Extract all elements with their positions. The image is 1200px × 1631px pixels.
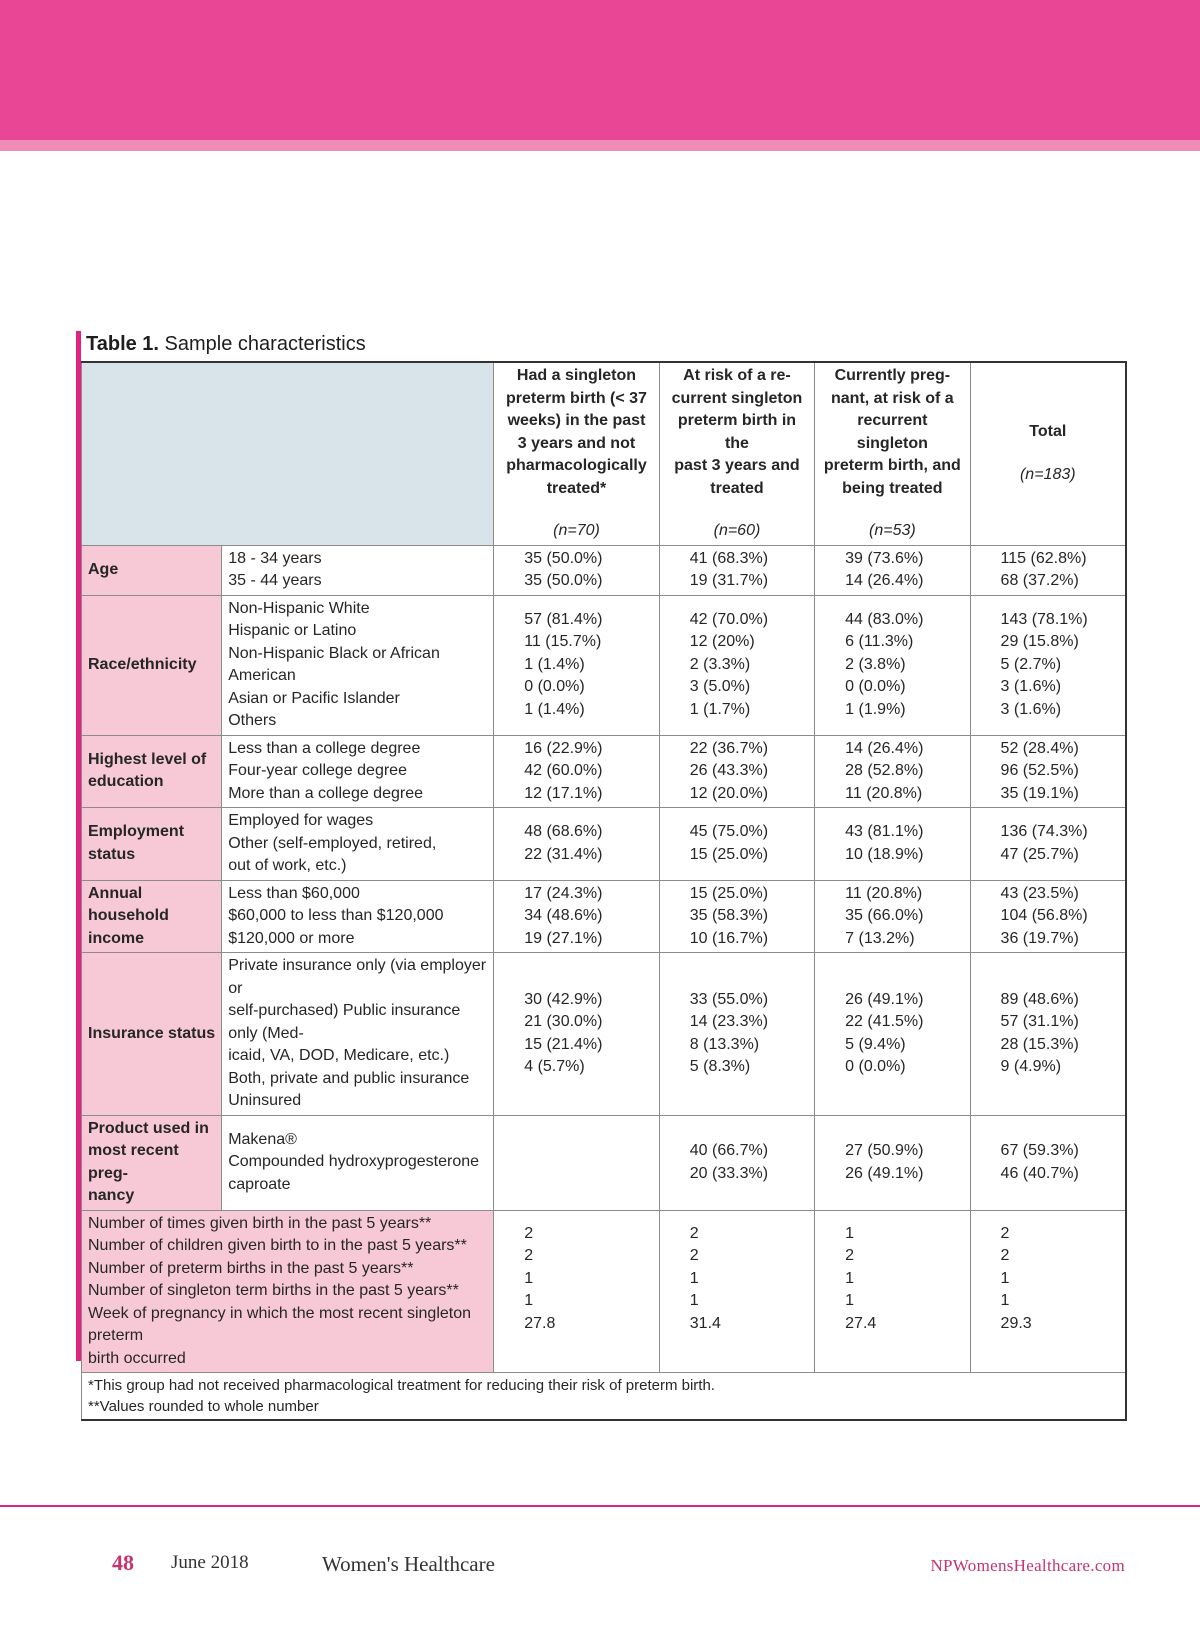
column-n: (n=70) bbox=[553, 522, 600, 539]
subcategory-label: More than a college degree bbox=[228, 784, 423, 802]
footnote: *This group had not received pharmacological treatment for reducing their risk of preterm birth. bbox=[88, 1377, 715, 1394]
column-header-line: treated* bbox=[546, 479, 607, 497]
value: 1 (1.9%) bbox=[845, 700, 906, 718]
value: 34 (48.6%) bbox=[524, 907, 603, 924]
column-header-line: recurrent singleton bbox=[856, 412, 928, 452]
value: 20 (33.3%) bbox=[689, 1164, 769, 1182]
column-header-line: Currently preg- bbox=[834, 367, 951, 384]
subcategory-label: icaid, VA, DOD, Medicare, etc.) bbox=[228, 1047, 450, 1064]
value: 17 (24.3%) bbox=[524, 884, 603, 902]
header-blank-cell bbox=[82, 362, 494, 545]
category-label: income bbox=[88, 929, 145, 947]
column-header-line: At risk of a re- bbox=[683, 367, 791, 384]
column-header-line: weeks) in the past bbox=[507, 412, 646, 429]
value-cell bbox=[494, 1115, 660, 1210]
category-label: Employment status bbox=[88, 823, 185, 863]
value-cell bbox=[494, 595, 660, 735]
value: 35 (19.1%) bbox=[1000, 784, 1079, 802]
stat-value: 29.3 bbox=[1000, 1314, 1032, 1332]
column-header bbox=[970, 362, 1126, 545]
stat-value-cell bbox=[815, 1210, 970, 1373]
value: 26 (49.1%) bbox=[845, 1164, 924, 1182]
value-cell bbox=[970, 595, 1126, 735]
value: 11 (20.8%) bbox=[845, 884, 923, 902]
subcategory-label: Asian or Pacific Islander bbox=[228, 689, 400, 707]
value: 40 (66.7%) bbox=[689, 1142, 769, 1159]
footnote: **Values rounded to whole number bbox=[88, 1398, 319, 1415]
subcategory-label: Hispanic or Latino bbox=[228, 622, 357, 639]
value: 2 (3.8%) bbox=[845, 655, 906, 673]
value: 68 (37.2%) bbox=[1000, 572, 1079, 589]
subcategory-label: Other (self-employed, retired, bbox=[228, 834, 437, 852]
category-label: education bbox=[88, 773, 164, 791]
footnotes-cell bbox=[82, 1373, 1127, 1421]
stat-label: Number of times given birth in the past 5 years** bbox=[88, 1214, 432, 1232]
subcategory-label: Less than $60,000 bbox=[228, 884, 360, 902]
value: 26 (49.1%) bbox=[845, 990, 924, 1008]
value: 15 (25.0%) bbox=[689, 884, 769, 902]
value: 26 (43.3%) bbox=[689, 762, 769, 779]
stat-value: 27.8 bbox=[524, 1314, 556, 1332]
column-header-line: preterm birth, and bbox=[823, 457, 961, 474]
subcategory-label: Less than a college degree bbox=[228, 739, 421, 757]
stat-value: 1 bbox=[689, 1292, 699, 1309]
subcategory-cell bbox=[222, 735, 494, 808]
subcategory-cell bbox=[222, 545, 494, 595]
stat-value: 27.4 bbox=[845, 1314, 877, 1332]
value-cell bbox=[659, 808, 814, 881]
column-header-line: pharmacologically bbox=[506, 457, 647, 474]
subcategory-label: $120,000 or more bbox=[228, 929, 355, 947]
column-n: (n=53) bbox=[869, 522, 916, 539]
caption-title: Sample characteristics bbox=[159, 333, 366, 355]
stat-value: 1 bbox=[524, 1292, 534, 1309]
category-label: Product used in bbox=[88, 1119, 209, 1137]
stat-value: 2 bbox=[689, 1224, 699, 1242]
value-cell bbox=[659, 735, 814, 808]
caption-label: Table 1. bbox=[86, 333, 159, 355]
table-row bbox=[82, 735, 1127, 808]
subcategory-cell bbox=[222, 808, 494, 881]
value: 28 (15.3%) bbox=[1000, 1035, 1079, 1053]
stat-value: 1 bbox=[845, 1224, 855, 1242]
value: 5 (8.3%) bbox=[689, 1058, 751, 1076]
value-cell bbox=[659, 953, 814, 1116]
value-cell bbox=[970, 880, 1126, 953]
value: 21 (30.0%) bbox=[524, 1013, 603, 1031]
value: 19 (31.7%) bbox=[689, 572, 769, 589]
footer-rule bbox=[0, 1505, 1200, 1507]
subcategory-cell bbox=[222, 880, 494, 953]
value: 42 (60.0%) bbox=[524, 762, 603, 779]
header-band bbox=[0, 0, 1200, 140]
value: 41 (68.3%) bbox=[689, 549, 769, 567]
subcategory-label: Compounded hydroxyprogesterone caproate bbox=[228, 1153, 480, 1193]
value: 0 (0.0%) bbox=[845, 1058, 906, 1076]
value: 35 (58.3%) bbox=[689, 907, 769, 924]
category-cell bbox=[82, 808, 222, 881]
subcategory-label: $60,000 to less than $120,000 bbox=[228, 907, 444, 924]
value-cell bbox=[970, 953, 1126, 1116]
value: 104 (56.8%) bbox=[1000, 907, 1088, 924]
column-header bbox=[659, 362, 814, 545]
value-cell bbox=[970, 545, 1126, 595]
issue-date: June 2018 bbox=[171, 1552, 249, 1573]
stat-value: 2 bbox=[845, 1247, 855, 1264]
header-row bbox=[82, 362, 1127, 545]
subcategory-label: Non-Hispanic White bbox=[228, 599, 370, 617]
value: 16 (22.9%) bbox=[524, 739, 603, 757]
stats-row bbox=[82, 1210, 1127, 1373]
value: 57 (81.4%) bbox=[524, 610, 603, 628]
subcategory-cell bbox=[222, 953, 494, 1116]
value-cell bbox=[659, 1115, 814, 1210]
value-cell bbox=[970, 1115, 1126, 1210]
table-row bbox=[82, 808, 1127, 881]
value: 0 (0.0%) bbox=[845, 678, 906, 696]
value: 1 (1.4%) bbox=[524, 655, 585, 673]
value: 29 (15.8%) bbox=[1000, 633, 1079, 651]
stat-value-cell bbox=[494, 1210, 660, 1373]
value: 14 (26.4%) bbox=[845, 739, 924, 757]
subcategory-label: Non-Hispanic Black or African American bbox=[228, 644, 440, 684]
subcategory-label: 18 - 34 years bbox=[228, 549, 322, 567]
value: 3 (1.6%) bbox=[1000, 700, 1062, 718]
value: 12 (20%) bbox=[689, 633, 755, 651]
page-number: 48 bbox=[112, 1550, 134, 1575]
value: 39 (73.6%) bbox=[845, 549, 924, 567]
value: 15 (25.0%) bbox=[689, 845, 769, 863]
subcategory-label: self-purchased) Public insurance only (Med- bbox=[228, 1002, 461, 1042]
stat-value: 1 bbox=[1000, 1269, 1010, 1287]
value: 35 (50.0%) bbox=[524, 572, 603, 589]
value: 42 (70.0%) bbox=[689, 610, 769, 628]
value-cell bbox=[659, 545, 814, 595]
value: 136 (74.3%) bbox=[1000, 823, 1088, 841]
column-header-line: current singleton bbox=[671, 389, 803, 407]
value-cell bbox=[494, 953, 660, 1116]
column-header-line: Total bbox=[1029, 423, 1067, 441]
value: 45 (75.0%) bbox=[689, 823, 769, 841]
value-cell bbox=[815, 595, 970, 735]
value: 8 (13.3%) bbox=[689, 1035, 760, 1053]
value: 115 (62.8%) bbox=[1000, 549, 1087, 567]
value-cell bbox=[494, 545, 660, 595]
value: 35 (50.0%) bbox=[524, 549, 603, 567]
value: 22 (36.7%) bbox=[689, 739, 769, 757]
value: 22 (41.5%) bbox=[845, 1013, 924, 1031]
value: 3 (5.0%) bbox=[689, 678, 751, 696]
table-row bbox=[82, 1115, 1127, 1210]
subcategory-label: Makena® bbox=[228, 1130, 297, 1148]
table-caption bbox=[86, 333, 366, 356]
value: 6 (11.3%) bbox=[845, 633, 914, 651]
subcategory-label: Employed for wages bbox=[228, 812, 374, 829]
value: 96 (52.5%) bbox=[1000, 762, 1079, 779]
column-header-line: preterm birth in the bbox=[677, 412, 797, 452]
value: 57 (31.1%) bbox=[1000, 1013, 1079, 1031]
subcategory-cell bbox=[222, 595, 494, 735]
stat-value: 1 bbox=[845, 1292, 855, 1309]
table-row bbox=[82, 595, 1127, 735]
stat-label: Number of singleton term births in the past 5 years** bbox=[88, 1282, 459, 1299]
column-header-line: Had a singleton bbox=[516, 367, 637, 384]
column-n: (n=60) bbox=[713, 522, 761, 539]
value: 47 (25.7%) bbox=[1000, 845, 1079, 863]
category-cell bbox=[82, 1115, 222, 1210]
category-label: Race/ethnicity bbox=[88, 655, 197, 673]
subcategory-label: Uninsured bbox=[228, 1092, 302, 1109]
stat-label: Number of children given birth to in the past 5 years** bbox=[88, 1237, 467, 1254]
value: 35 (66.0%) bbox=[845, 907, 924, 924]
stat-value: 1 bbox=[1000, 1292, 1010, 1309]
value: 1 (1.4%) bbox=[524, 700, 585, 718]
column-n: (n=183) bbox=[1019, 465, 1076, 483]
footnote-row bbox=[82, 1373, 1127, 1421]
stat-label: Week of pregnancy in which the most recent singleton preterm bbox=[88, 1304, 472, 1344]
value: 43 (81.1%) bbox=[845, 823, 924, 841]
characteristics-table bbox=[81, 361, 1127, 1421]
stat-value: 2 bbox=[524, 1224, 534, 1242]
column-header-line: nant, at risk of a bbox=[831, 389, 954, 407]
category-cell bbox=[82, 953, 222, 1116]
value-cell bbox=[815, 808, 970, 881]
value: 27 (50.9%) bbox=[845, 1142, 924, 1159]
value: 10 (18.9%) bbox=[845, 845, 924, 863]
subcategory-label: Others bbox=[228, 712, 277, 729]
value: 11 (15.7%) bbox=[524, 633, 602, 651]
column-header-line: 3 years and not bbox=[517, 434, 636, 452]
value: 44 (83.0%) bbox=[845, 610, 924, 628]
stats-labels-cell bbox=[82, 1210, 494, 1373]
stat-label: Number of preterm births in the past 5 years** bbox=[88, 1259, 414, 1277]
subcategory-label: Four-year college degree bbox=[228, 762, 407, 779]
value: 0 (0.0%) bbox=[524, 678, 585, 696]
category-label: Insurance status bbox=[88, 1024, 216, 1042]
value: 48 (68.6%) bbox=[524, 823, 603, 841]
subcategory-cell bbox=[222, 1115, 494, 1210]
value: 2 (3.3%) bbox=[689, 655, 751, 673]
value: 22 (31.4%) bbox=[524, 845, 603, 863]
value: 10 (16.7%) bbox=[689, 929, 769, 947]
value-cell bbox=[815, 735, 970, 808]
value-cell bbox=[815, 1115, 970, 1210]
column-header bbox=[494, 362, 660, 545]
column-header-line: past 3 years and bbox=[674, 457, 800, 474]
stat-value: 1 bbox=[689, 1269, 699, 1287]
value-cell bbox=[970, 735, 1126, 808]
value: 15 (21.4%) bbox=[524, 1035, 603, 1053]
stat-value: 1 bbox=[845, 1269, 855, 1287]
value-cell bbox=[659, 595, 814, 735]
category-label: Annual household bbox=[88, 884, 169, 924]
value-cell bbox=[815, 953, 970, 1116]
value: 14 (26.4%) bbox=[845, 572, 924, 589]
value: 19 (27.1%) bbox=[524, 929, 603, 947]
subcategory-label: Private insurance only (via employer or bbox=[228, 957, 487, 997]
value: 12 (20.0%) bbox=[689, 784, 769, 802]
value: 5 (2.7%) bbox=[1000, 655, 1062, 673]
stat-value: 1 bbox=[524, 1269, 534, 1287]
magazine-title: Women's Healthcare bbox=[322, 1552, 495, 1576]
value-cell bbox=[970, 808, 1126, 881]
stat-value-cell bbox=[659, 1210, 814, 1373]
value: 36 (19.7%) bbox=[1000, 929, 1079, 947]
value: 1 (1.7%) bbox=[689, 700, 751, 718]
value: 143 (78.1%) bbox=[1000, 610, 1088, 628]
value: 5 (9.4%) bbox=[845, 1035, 906, 1053]
category-cell bbox=[82, 735, 222, 808]
value-cell bbox=[815, 545, 970, 595]
category-cell bbox=[82, 595, 222, 735]
category-label: Highest level of bbox=[88, 750, 207, 768]
value-cell bbox=[494, 735, 660, 808]
value: 33 (55.0%) bbox=[689, 990, 769, 1008]
subcategory-label: 35 - 44 years bbox=[228, 572, 322, 589]
value: 28 (52.8%) bbox=[845, 762, 924, 779]
category-cell bbox=[82, 880, 222, 953]
column-header-line: being treated bbox=[842, 479, 943, 497]
value: 30 (42.9%) bbox=[524, 990, 603, 1008]
subcategory-label: Both, private and public insurance bbox=[228, 1069, 470, 1087]
table-row bbox=[82, 880, 1127, 953]
value: 43 (23.5%) bbox=[1000, 884, 1079, 902]
value: 4 (5.7%) bbox=[524, 1058, 585, 1076]
value-cell bbox=[494, 880, 660, 953]
category-cell bbox=[82, 545, 222, 595]
value: 3 (1.6%) bbox=[1000, 678, 1062, 696]
stat-value: 2 bbox=[1000, 1224, 1010, 1242]
subcategory-label: out of work, etc.) bbox=[228, 857, 347, 874]
table-row bbox=[82, 545, 1127, 595]
header-stripe bbox=[0, 140, 1200, 151]
column-header bbox=[815, 362, 970, 545]
stat-value: 2 bbox=[689, 1247, 699, 1264]
value: 67 (59.3%) bbox=[1000, 1142, 1079, 1159]
website-link[interactable]: NPWomensHealthcare.com bbox=[930, 1556, 1125, 1575]
value-cell bbox=[815, 880, 970, 953]
stat-value-cell bbox=[970, 1210, 1126, 1373]
stat-value: 31.4 bbox=[689, 1314, 721, 1332]
category-label: nancy bbox=[88, 1187, 135, 1204]
category-label: most recent preg- bbox=[88, 1142, 179, 1182]
table-row bbox=[82, 953, 1127, 1116]
column-header-line: preterm birth (< 37 bbox=[506, 389, 647, 407]
stat-value: 2 bbox=[1000, 1247, 1010, 1264]
category-label: Age bbox=[88, 560, 119, 578]
value: 52 (28.4%) bbox=[1000, 739, 1079, 757]
value: 46 (40.7%) bbox=[1000, 1164, 1079, 1182]
stat-label: birth occurred bbox=[88, 1349, 186, 1367]
value: 11 (20.8%) bbox=[845, 784, 923, 802]
value: 89 (48.6%) bbox=[1000, 990, 1079, 1008]
value: 7 (13.2%) bbox=[845, 929, 915, 947]
column-header-line: treated bbox=[710, 479, 764, 497]
stat-value: 2 bbox=[524, 1247, 534, 1264]
value: 12 (17.1%) bbox=[524, 784, 603, 802]
value-cell bbox=[659, 880, 814, 953]
value: 9 (4.9%) bbox=[1000, 1058, 1062, 1076]
value-cell bbox=[494, 808, 660, 881]
value: 14 (23.3%) bbox=[689, 1013, 769, 1031]
